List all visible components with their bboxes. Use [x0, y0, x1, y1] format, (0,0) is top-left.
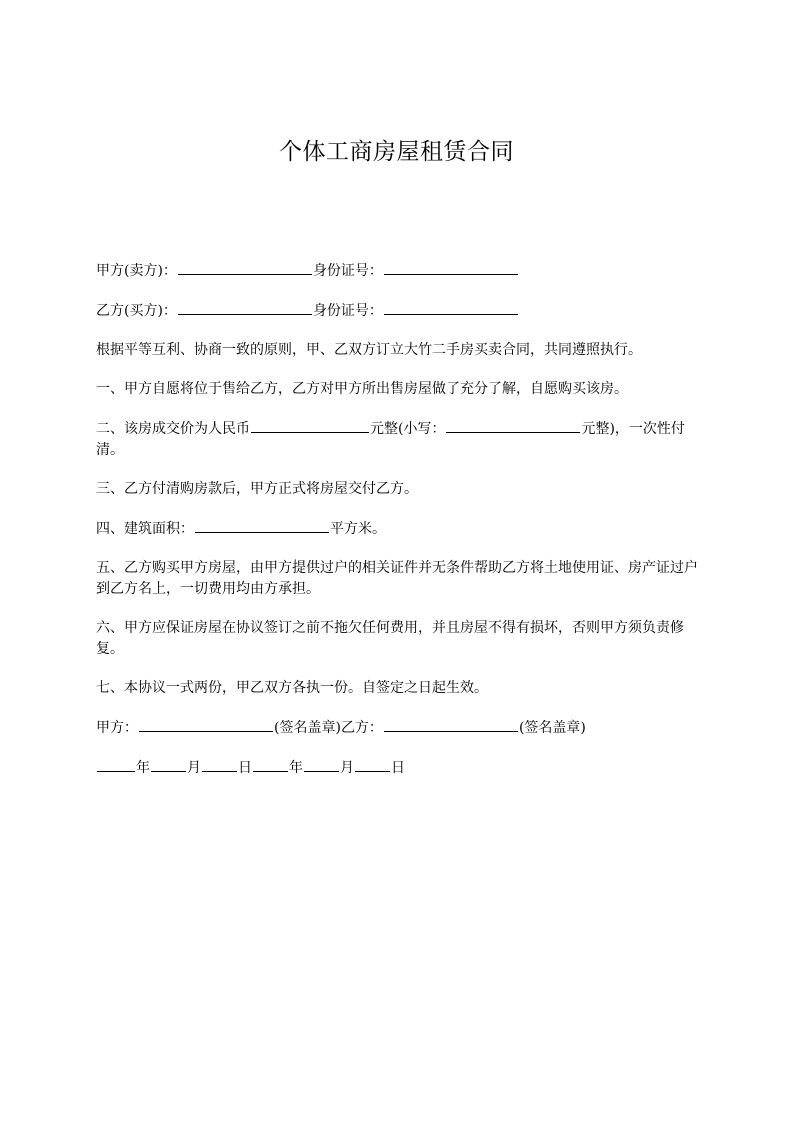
signature-party-b-blank[interactable] [384, 717, 518, 732]
party-a-id-blank[interactable] [384, 260, 518, 275]
party-b-line [96, 300, 700, 322]
date-b-year-blank[interactable] [253, 757, 288, 772]
clause-2 [96, 418, 700, 461]
signature-party-b-label: 乙方： [340, 720, 383, 736]
page-title: 个体工商房屋租赁合同 [279, 139, 514, 165]
signature-party-a-blank[interactable] [139, 717, 273, 732]
clause-4 [96, 518, 700, 540]
date-line [96, 757, 700, 779]
price-lowercase-blank[interactable] [446, 418, 580, 433]
date-a-month-label: 月 [187, 760, 201, 776]
clause-7: 七、本协议一式两份，甲乙双方各执一份。自签定之日起生效。 [96, 680, 488, 696]
clause-4-suffix: 平方米。 [330, 521, 386, 537]
party-a-line [96, 260, 700, 282]
clause-3: 三、乙方付清购房款后，甲方正式将房屋交付乙方。 [96, 481, 418, 497]
date-a-year-blank[interactable] [97, 757, 135, 772]
date-b-year-label: 年 [289, 760, 303, 776]
date-a-day-label: 日 [238, 760, 252, 776]
date-b-day-blank[interactable] [355, 757, 390, 772]
clause-2-middle: 元整(小写： [370, 421, 446, 437]
date-a-month-blank[interactable] [151, 757, 186, 772]
contract-body [96, 260, 700, 797]
clause-1: 一、甲方自愿将位于售给乙方，乙方对甲方所出售房屋做了充分了解，自愿购买该房。 [96, 381, 628, 397]
party-b-id-label: 身份证号： [312, 303, 383, 319]
clause-2-suffix: 元整)，一次性付清。 [96, 421, 685, 458]
price-uppercase-blank[interactable] [251, 418, 369, 433]
signature-party-a-label: 甲方： [96, 720, 138, 736]
date-a-day-blank[interactable] [202, 757, 237, 772]
party-a-id-label: 身份证号： [312, 263, 383, 279]
clause-4-prefix: 四、建筑面积： [96, 521, 194, 537]
seal-b-label: (签名盖章) [518, 720, 586, 736]
party-a-label: 甲方(卖方)： [96, 263, 177, 279]
area-blank[interactable] [195, 518, 329, 533]
party-b-id-blank[interactable] [384, 300, 518, 315]
date-b-month-label: 月 [340, 760, 354, 776]
clause-5: 五、乙方购买甲方房屋，由甲方提供过户的相关证件并无条件帮助乙方将土地使用证、房产证过户到乙方名上，一切费用均由方承担。 [96, 560, 698, 597]
intro-paragraph: 根据平等互利、协商一致的原则，甲、乙双方订立大竹二手房买卖合同，共同遵照执行。 [96, 342, 642, 358]
party-a-name-blank[interactable] [178, 260, 312, 275]
seal-a-label: (签名盖章) [274, 720, 341, 736]
party-b-label: 乙方(买方)： [96, 303, 177, 319]
clause-2-prefix: 二、该房成交价为人民币 [96, 421, 250, 437]
date-b-month-blank[interactable] [304, 757, 339, 772]
party-b-name-blank[interactable] [178, 300, 312, 315]
clause-6: 六、甲方应保证房屋在协议签订之前不拖欠任何费用，并且房屋不得有损坏，否则甲方须负责修复。 [96, 620, 684, 657]
signature-line [96, 717, 700, 739]
date-a-year-label: 年 [136, 760, 150, 776]
date-b-day-label: 日 [391, 760, 405, 776]
